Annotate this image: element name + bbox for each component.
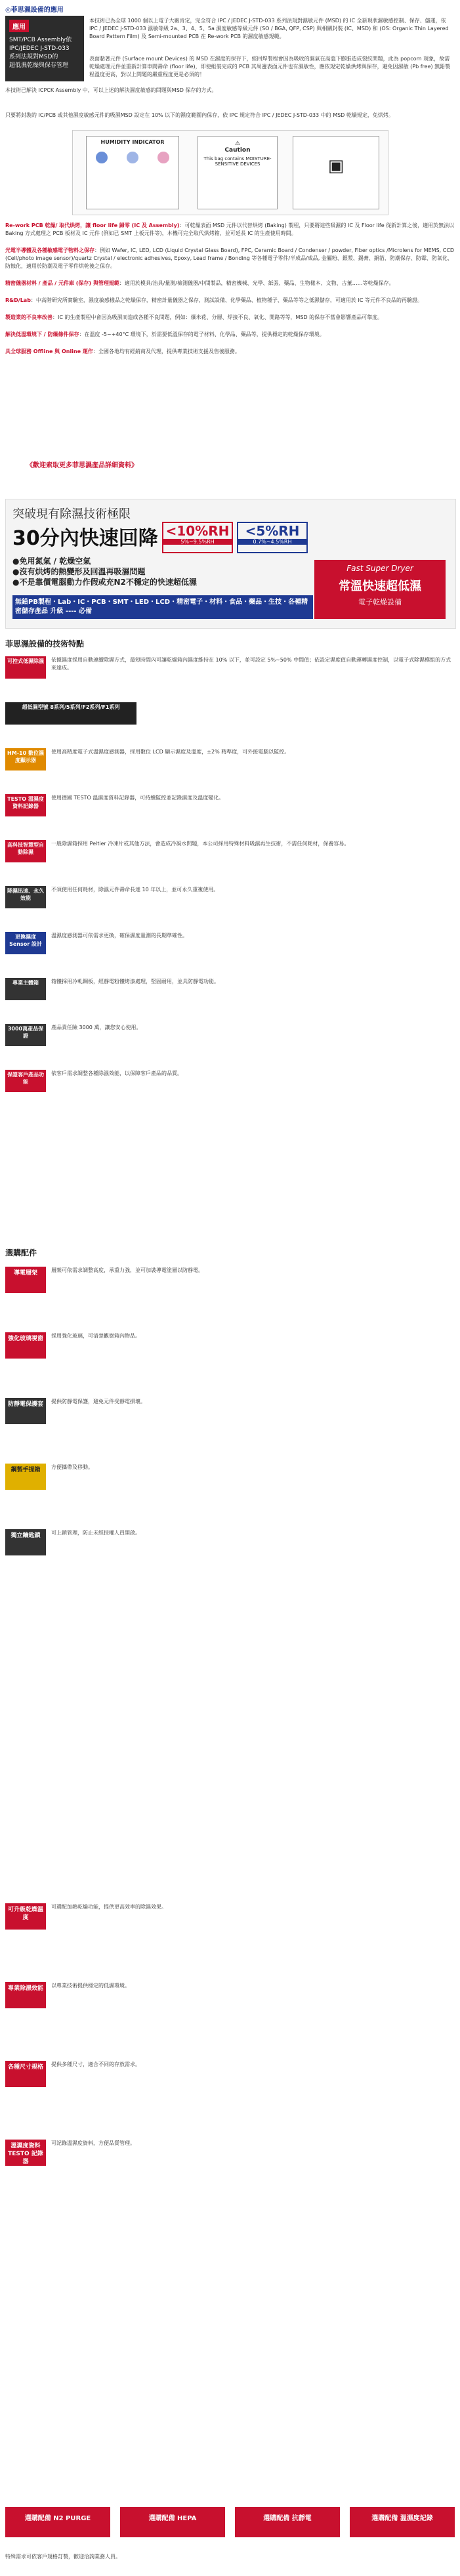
application-lines bbox=[9, 36, 80, 70]
feature-item bbox=[5, 794, 455, 816]
banner-big-text: 30分內快速回降 bbox=[12, 527, 158, 550]
promo-banner bbox=[5, 499, 456, 629]
cta-link[interactable]: 《歡迎索取更多菲思濕產品詳細資料》 bbox=[26, 462, 138, 469]
feature-label: 更換濕度 Sensor 設計 bbox=[5, 932, 46, 954]
options-list bbox=[5, 1267, 455, 1595]
point-text: ：可乾燥表面 MSD 元件以代替烘烤 (Baking) 製程，只要將這些吸濕的 IC 及 Floor life 從新計算之後，適用於無法以 Baking 方式處理之 PCB 板材及 IC 元件 (例如已 SMT 上板元件等)，本機可完全取代烘烤箱，並可延長 IC 的生產使用時間。 bbox=[5, 222, 455, 236]
option-text: 提供防靜電保護，避免元件受靜電損壞。 bbox=[51, 1399, 146, 1404]
feature-text: 產品責任險 3000 萬，讓您安心使用。 bbox=[51, 1024, 142, 1030]
bottom-feature-text: 以專業技術提供穩定的低濕環境。 bbox=[51, 1983, 130, 1989]
application-line: 超低濕乾燥與保存管理 bbox=[9, 62, 69, 69]
rh-range: 5%~9.5%RH bbox=[163, 539, 232, 545]
point-text: ：在溫度 -5~+40°C 環境下，於需要低溫保存的電子材料、化學品、藥品等，提供穩定的乾燥保存環境。 bbox=[79, 331, 325, 337]
option-item bbox=[5, 1332, 455, 1359]
application-line: IPC/JEDEC J-STD-033 bbox=[9, 45, 70, 52]
point-item bbox=[5, 348, 455, 356]
caution-title: Caution bbox=[224, 147, 251, 154]
msd-bag-card bbox=[293, 136, 379, 209]
banner-bullet: ●沒有烘烤的熱變形及回溫再吸濕問題 bbox=[12, 567, 146, 576]
footer-badge: 選購配備 N2 PURGE bbox=[5, 2507, 110, 2537]
caution-label-card bbox=[198, 136, 278, 209]
indicator-dots bbox=[87, 152, 178, 163]
feature-text: 溫濕度感測器可依需求更換，確保濕度量測的長期準確性。 bbox=[51, 933, 188, 939]
option-item bbox=[5, 1398, 455, 1424]
point-title: Re-work PCB 乾燥/ 取代烘烤，讓 floor life 歸零 (IC 及 Assembly) bbox=[5, 222, 180, 228]
humidity-indicator-card bbox=[86, 136, 179, 209]
option-text: 採用強化玻璃，可清楚觀察箱內物品。 bbox=[51, 1333, 140, 1339]
feature-label: 降濕迅速、永久效能 bbox=[5, 886, 46, 908]
option-item bbox=[5, 1464, 455, 1490]
bottom-feature-text: 可記錄溫濕度資料，方便品質管理。 bbox=[51, 2140, 135, 2146]
option-item bbox=[5, 1529, 455, 1555]
indicator-dot bbox=[127, 152, 138, 163]
footer-text: 特殊需求可依客戶規格訂製，歡迎洽詢業務人員。 bbox=[5, 2554, 121, 2560]
feature-item bbox=[5, 1024, 455, 1046]
badge-title: Fast Super Dryer bbox=[346, 564, 413, 573]
point-title: R&D/Lab bbox=[5, 297, 31, 303]
option-text: 層架可依需求調整高度，承重力強，並可加裝導電塗層以防靜電。 bbox=[51, 1267, 203, 1273]
footer-badges bbox=[5, 2507, 455, 2540]
feature-item bbox=[5, 932, 455, 954]
application-label: 應用 bbox=[9, 20, 29, 32]
feature-label: 3000萬產品保證 bbox=[5, 1024, 46, 1046]
banner-heading: 突破現有除濕技術極限 bbox=[12, 507, 131, 521]
feature-text: 不須使用任何耗材，除濕元件壽命長達 10 年以上，並可永久重複使用。 bbox=[51, 887, 219, 893]
point-item bbox=[5, 280, 455, 287]
feature-text: 一般除濕箱採用 Peltier 冷凍片或其他方法，會造成冷凝水問題，本公司採用特殊材料吸濕再生技術，不需任何耗材，保養容易。 bbox=[51, 841, 350, 847]
feature-list bbox=[5, 656, 455, 1116]
solution-line: 本技術已解決 ICPCK Assembly 中，可以上述的解決濕度敏感的問題與MSD 保存的方式。 bbox=[5, 87, 217, 93]
option-label: 鋼製手提箱 bbox=[5, 1464, 46, 1490]
point-item bbox=[5, 222, 455, 238]
page-title: ◎菲思濕設備的應用 bbox=[5, 7, 64, 14]
point-item bbox=[5, 314, 455, 322]
option-item bbox=[5, 1267, 455, 1293]
banner-bullets bbox=[12, 556, 197, 587]
rh-badge-2 bbox=[237, 522, 308, 553]
banner-bullet: ●不是靠價電腦動力作假或充N2不穩定的快速超低濕 bbox=[12, 578, 197, 587]
point-text: ：IC 的生產製程中會因為吸濕而造成各種不良問題，例如：爆米花、分層、焊接不良、氧化、開路等等，MSD 的保存不當會影響產品可靠度。 bbox=[52, 314, 383, 320]
bottom-feature-item bbox=[5, 2140, 455, 2166]
feature-label: 可控式低濕除濕 bbox=[5, 656, 46, 679]
option-label: 強化玻璃視窗 bbox=[5, 1332, 46, 1359]
bottom-feature-label: 專業除濕效能 bbox=[5, 1982, 46, 2008]
option-text: 方便攜帶及移動。 bbox=[51, 1464, 93, 1470]
point-text: ：例如 Wafer, IC, LED, LCD (Liquid Crystal Glass Board), FPC, Ceramic Board / Condenser / powder, Fiber optics /Microlens for MEMS, CCD (Cell/photo image sensor)/quartz Crystal / electronic adhesives, Epoxy, Lead frame / Bonding 等各種電子零件/半成品/成品, 金屬粉、銀漿、錫膏、銅箔，防潮保存、防霉、防氧化、防蝕化，適用於防潮及電子零件烘乾後之保存。 bbox=[5, 247, 455, 269]
point-title: 具全球服務 Offline 與 Online 運作 bbox=[5, 348, 93, 354]
point-text: ：適用於模具/治具/量測/檢測儀器/中間製品，精密機械、光學、紙張、藥品、生物樣本、文物、古董……等乾燥保存。 bbox=[119, 280, 394, 286]
point-title: 製造業的不良率改善 bbox=[5, 314, 52, 320]
caution-caption: This bag contains MOISTURE-SENSITIVE DEVICES bbox=[203, 156, 272, 167]
point-text: ：中高階研究所實驗室，濕度敏感樣品之乾燥保存，精密計量儀器之保存，測試設備、化學藥品、植物種子、藥品等等之低濕儲存，可適用於 IC 等元件不良品的再驗證。 bbox=[30, 297, 423, 303]
bottom-feature-text: 提供多種尺寸，適合不同的存放需求。 bbox=[51, 2061, 140, 2067]
bottom-feature-item bbox=[5, 2061, 455, 2087]
feature-item bbox=[5, 886, 455, 908]
feature-label: 超低濕型號 8系列/5系列/F2系列/F1系列 bbox=[5, 702, 136, 725]
feature-text: 依客戶需求調整各種除濕效能，以保障客戶產品的品質。 bbox=[51, 1070, 182, 1076]
indicator-dot bbox=[96, 152, 108, 163]
feature-label: 保證客戶產品功能 bbox=[5, 1070, 46, 1092]
feature-label: 高科技智慧型自動除濕 bbox=[5, 840, 46, 862]
feature-text: 箱體採用冷軋鋼板，經靜電粉體烤漆處理，堅固耐用，並具防靜電功能。 bbox=[51, 979, 219, 984]
point-item bbox=[5, 331, 455, 339]
feature-label: TESTO 溫濕度資料記錄器 bbox=[5, 794, 46, 816]
feature-item bbox=[5, 840, 455, 862]
bottom-feature-list bbox=[5, 1903, 455, 2218]
mid-paragraph: 只要將封裝的 IC/PCB 或其他濕度敏感元件的吸濕MSD 設定在 10% 以下的濕度範圍內保存，依 IPC 規定符合 IPC / JEDEC J-STD-033 中的 MSD 乾燥規定，免烘烤。 bbox=[5, 112, 394, 118]
application-panel bbox=[5, 16, 84, 81]
feature-text: 依據濕度採用自動連續除濕方式，最短時間內可讓乾燥箱內濕度維持在 10% 以下，並可設定 5%~50% 中間值；依設定濕度值自動運轉濕度控制，以電子式除濕模組的方式來達成。 bbox=[51, 657, 451, 671]
option-label: 獨立鑰匙鎖 bbox=[5, 1529, 46, 1555]
bottom-feature-label: 可升級乾燥溫度 bbox=[5, 1903, 46, 1930]
fast-dryer-badge bbox=[314, 560, 446, 619]
footer-badge: 選購配備 抗靜電 bbox=[235, 2507, 340, 2537]
feature-text: 使用高精度電子式溫濕度感測器，採用數位 LCD 顯示濕度及溫度，±2% 精準度，可外接電腦以監控。 bbox=[51, 749, 290, 755]
bottom-feature-label: 溫濕度資料 TESTO 記錄器 bbox=[5, 2140, 46, 2166]
feature-item bbox=[5, 702, 455, 725]
option-label: 導電層架 bbox=[5, 1267, 46, 1293]
bottom-feature-text: 可選配加熱乾燥功能，提供更高效率的除濕效果。 bbox=[51, 1904, 167, 1910]
point-title: 解決低溫環境下 / 防爆條件保存 bbox=[5, 331, 79, 337]
point-text: ：全國各地均有經銷商及代理，提供專業技術支援及售後服務。 bbox=[93, 348, 240, 354]
bottom-feature-label: 各種尺寸規格 bbox=[5, 2061, 46, 2087]
section-title: 菲思濕設備的技術特點 bbox=[5, 639, 85, 648]
intro-paragraph-2: 表面黏著元件 (Surface mount Devices) 的 MSD 在濕度的保存下，經回焊製程會因為吸收的濕氣在高溫下膨脹造成裂紋問題，此為 popcorn 現象，故需乾燥處理元件並重新計算車間壽命 (floor life)，即使組裝完成的 PCB 其周邊表面元件也有濕敏性，應依規定乾燥烘烤與保存，避免因濕敏 (Pb free) 無鉛製程溫度更高，對以上問題的嚴重程度更是必須的！ bbox=[89, 56, 451, 77]
feature-label: 專業主體箱 bbox=[5, 978, 46, 1000]
bottom-feature-item bbox=[5, 1903, 455, 1930]
warning-icon: ⚠ bbox=[234, 140, 241, 147]
rh-value: <10%RH bbox=[165, 523, 230, 539]
point-item bbox=[5, 297, 455, 305]
point-title: 光電半導體及各種敏感電子物料之保存 bbox=[5, 247, 94, 253]
footer-badge: 選購配備 HEPA bbox=[120, 2507, 225, 2537]
options-title: 選購配件 bbox=[5, 1248, 37, 1257]
rh-value: <5%RH bbox=[245, 523, 300, 539]
banner-apps: 無鉛PB製程・Lab・IC・PCB・SMT・LED・LCD・精密電子・材料・食品・藥品・生技・各種精密儲存產品 升級 ---- 必備 bbox=[12, 595, 313, 619]
indicator-dot bbox=[157, 152, 169, 163]
rh-range: 0.7%~4.5%RH bbox=[238, 539, 306, 545]
feature-item bbox=[5, 1070, 455, 1092]
msd-label-figure bbox=[72, 130, 388, 215]
intro-paragraph: 本技術已為全球 1000 個以上電子大廠肯定，完全符合 IPC / JEDEC J-STD-033 系列法規對濕敏元件 (MSD) 的 IC 全新現狀濕敏感控制、保存、儲運，依 IPC / JEDEC J-STD-033 濕敏等級 2a、3、4、5、5a 濕度敏感等級元件 (SO / BGA, QFP, CSP) 與相關封裝 (IC、MSD) 和 (OS: Organic Thin Layered Board Pattern Film) 及 Semi-mounted PCB 在 Re-work PCB 的濕度敏感規範。 bbox=[89, 18, 449, 39]
feature-text: 使用德國 TESTO 溫濕度資料記錄器，可持續監控並記錄濕度及溫度變化。 bbox=[51, 795, 224, 801]
feature-item bbox=[5, 748, 455, 771]
application-points bbox=[5, 222, 455, 365]
badge-subtitle: 常溫快速超低濕 bbox=[339, 580, 421, 593]
banner-bullet: ●免用氮氣 / 乾燥空氣 bbox=[12, 557, 91, 566]
bag-icon: ▣ bbox=[327, 156, 345, 176]
point-title: 精密儀器材料 / 產品 / 元件庫 (保存) 與管理規範 bbox=[5, 280, 119, 286]
application-line: SMT/PCB Assembly依 bbox=[9, 37, 72, 43]
bottom-feature-item bbox=[5, 1982, 455, 2008]
badge-caption: 電子乾燥設備 bbox=[358, 598, 402, 606]
application-line: 系列法規對MSD的 bbox=[9, 54, 58, 60]
option-text: 可上鎖管理，防止未經授權人員開啟。 bbox=[51, 1530, 140, 1536]
feature-label: HM-10 數位濕度顯示器 bbox=[5, 748, 46, 771]
rh-badge-1 bbox=[162, 522, 233, 553]
feature-item bbox=[5, 978, 455, 1000]
option-label: 防靜電保護套 bbox=[5, 1398, 46, 1424]
humidity-indicator-title: HUMIDITY INDICATOR bbox=[100, 139, 165, 145]
footer-badge: 選購配備 溫濕度記錄 bbox=[350, 2507, 455, 2537]
point-item bbox=[5, 247, 455, 270]
feature-item bbox=[5, 656, 455, 679]
